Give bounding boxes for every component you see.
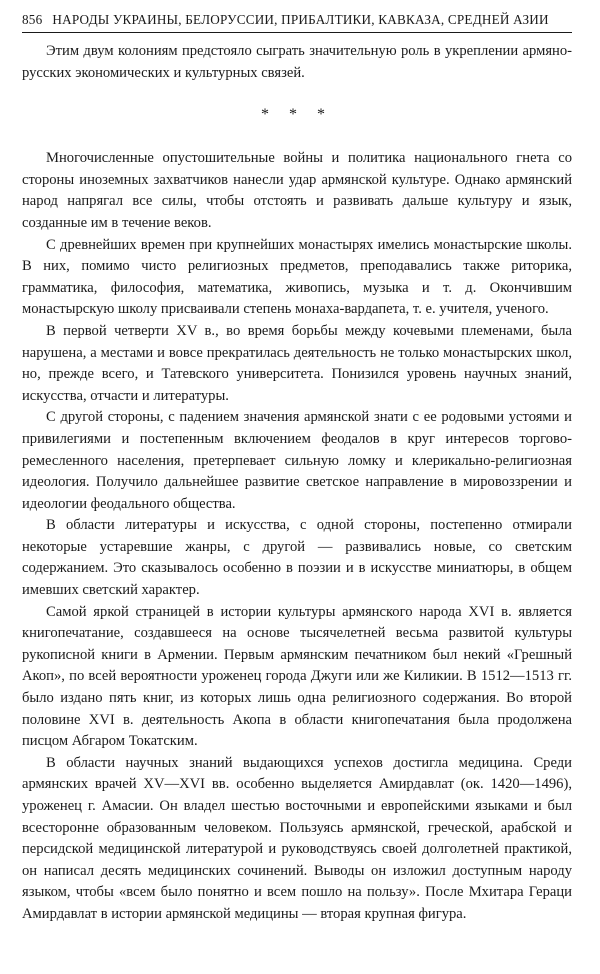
page-header bbox=[22, 12, 572, 33]
paragraph: С другой стороны, с падением значения армянской знати с ее родовыми устоями и привилегиями и постепенным включением феодалов в круг интересов торгово-ремесленного населения, претерпевает сильную ломку и клерикально-религиозная идеология. Получило дальнейшее развитие светское направление в мировоззрении и идеологии феодального общества. bbox=[22, 409, 572, 512]
running-head: НАРОДЫ УКРАИНЫ, БЕЛОРУССИИ, ПРИБАЛТИКИ, КАВКАЗА, СРЕДНЕЙ АЗИИ bbox=[52, 12, 549, 27]
section-separator: * * * bbox=[261, 106, 333, 124]
paragraph: В первой четверти XV в., во время борьбы между кочевыми племенами, была нарушена, а местами и вовсе прекратилась деятельность не только монастырских школ, но, прежде всего, и Татевского университета. Понизился уровень научных знаний, искусства, отчасти и литературы. bbox=[22, 322, 572, 404]
paragraph: Этим двум колониям предстояло сыграть значительную роль в укреплении армяно-русских экономических и культурных связей. bbox=[22, 43, 572, 81]
paragraph: Самой яркой страницей в истории культуры армянского народа XVI в. является книгопечатание, создавшееся на основе тысячелетней весьма развитой культуры рукописной книги в Армении. Первым армянским печатником был некий «Грешный Акоп», по всей вероятности уроженец города Джуги или же Киликии. В 1512—1513 гг. было издано пять книг, из которых лишь одна религиозного содержания. Во второй половине XVI в. деятельность Акопа в области книгопечатания была продолжена писцом Абгаром Токатским. bbox=[22, 603, 572, 750]
paragraph: В области научных знаний выдающихся успехов достигла медицина. Среди армянских врачей XV—XVI вв. особенно выделяется Амирдавлат (ок. 1420—1496), уроженец г. Амасии. Он владел шестью восточными и европейскими языками и был всесторонне образованным человеком. Пользуясь армянской, греческой, арабской и персидской медицинской литературой и руководствуясь своей долголетней практикой, он написал десять медицинских сочинений. Выводы он изложил доступным народу языком, чтобы «всем было понятно и всем пошло на пользу». После Мхитара Гераци Амирдавлат в истории армянской медицины — вторая крупная фигура. bbox=[22, 754, 572, 922]
paragraph: В области литературы и искусства, с одной стороны, постепенно отмирали некоторые устаревшие жанры, с другой — развивались новые, со светским содержанием. Это сказывалось особенно в поэзии и в искусстве миниатюры, в общем имевших светский характер. bbox=[22, 517, 572, 599]
paragraph: Многочисленные опустошительные войны и политика национального гнета со стороны иноземных захватчиков нанесли удар армянской культуре. Однако армянский народ напрягал все силы, чтобы отстоять и развивать дальше культуру и язык, созданные им в течение веков. bbox=[22, 150, 572, 231]
page-number: 856 bbox=[22, 12, 43, 27]
paragraph: С древнейших времен при крупнейших монастырях имелись монастырские школы. В них, помимо чисто религиозных предметов, преподавались также риторика, грамматика, философия, математика, живопись, музыка и т. д. Окончившим монастырскую школу присваивали степень монаха-вардапета, т. е. учителя, ученого. bbox=[22, 236, 572, 318]
page-body bbox=[22, 41, 572, 926]
